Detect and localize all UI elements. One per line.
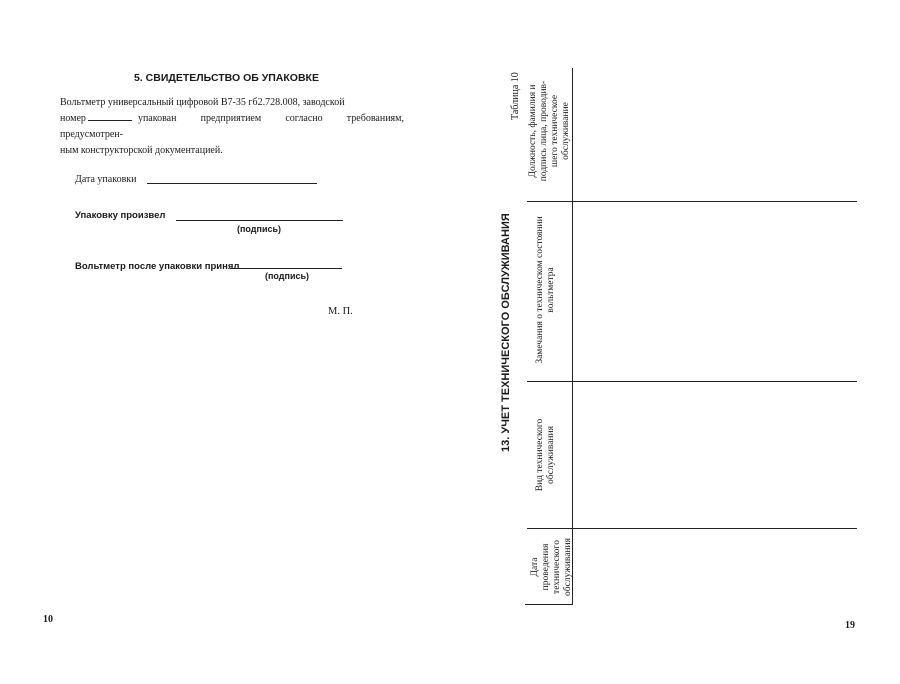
table-bottom-border (525, 604, 573, 605)
packing-date-line (147, 183, 317, 184)
packed-by-label: Упаковку произвел (75, 210, 166, 221)
col2-line1: Вид технического (535, 418, 545, 492)
paragraph-line-1: Вольтметр универсальный цифровой В7-35 гб2.728.008, заводской (60, 97, 345, 108)
col2-line2: обслуживания (546, 426, 556, 484)
column-header-notes (535, 205, 557, 375)
col3-line2: вольтметра (546, 267, 556, 313)
serial-number-blank (88, 120, 132, 121)
right-page-number: 19 (845, 620, 855, 631)
packing-date-label: Дата упаковки (75, 174, 137, 185)
left-page-number: 10 (43, 614, 53, 625)
table-header-border (572, 68, 573, 605)
maintenance-log-title: 13. УЧЕТ ТЕХНИЧЕСКОГО ОБСЛУЖИВАНИЯ (500, 213, 512, 452)
row-divider-1 (527, 528, 857, 529)
paragraph-line-3: ным конструкторской документацией. (60, 145, 223, 156)
column-header-date (530, 532, 574, 602)
column-header-type (535, 405, 557, 505)
paragraph-line-2 (60, 111, 404, 143)
col1-line4: обслуживания (563, 538, 573, 596)
col1-line3: технического (552, 540, 562, 594)
col3-line1: Замечания о техническом состоянии (535, 216, 545, 364)
paragraph-line-2-rest: упакован предприятием согласно требованиям, предусмотрен- (60, 113, 404, 140)
row-divider-3 (527, 201, 857, 202)
serial-number-label: номер (60, 113, 86, 124)
col1-line2: проведения (541, 543, 551, 591)
col4-line4: обслуживание (561, 102, 571, 160)
col1-line1: Дата (530, 557, 540, 577)
col4-line2: подпись лица, проводив- (539, 80, 549, 182)
signature-hint-2: (подпись) (265, 271, 310, 281)
accepted-by-signature-line (230, 268, 342, 269)
col4-line3: шего техническое (550, 94, 560, 168)
column-header-responsible (528, 70, 572, 192)
stamp-place-label: М. П. (328, 306, 353, 317)
row-divider-2 (527, 381, 857, 382)
accepted-by-label: Вольтметр после упаковки принял (75, 261, 240, 272)
signature-hint-1: (подпись) (237, 224, 282, 234)
col4-line1: Должность, фамилия и (528, 84, 538, 178)
packing-certificate-title: 5. СВИДЕТЕЛЬСТВО ОБ УПАКОВКЕ (134, 72, 319, 84)
packing-certificate-text (60, 95, 404, 159)
packed-by-signature-line (176, 220, 343, 221)
table-number-label: Таблица 10 (510, 72, 521, 120)
